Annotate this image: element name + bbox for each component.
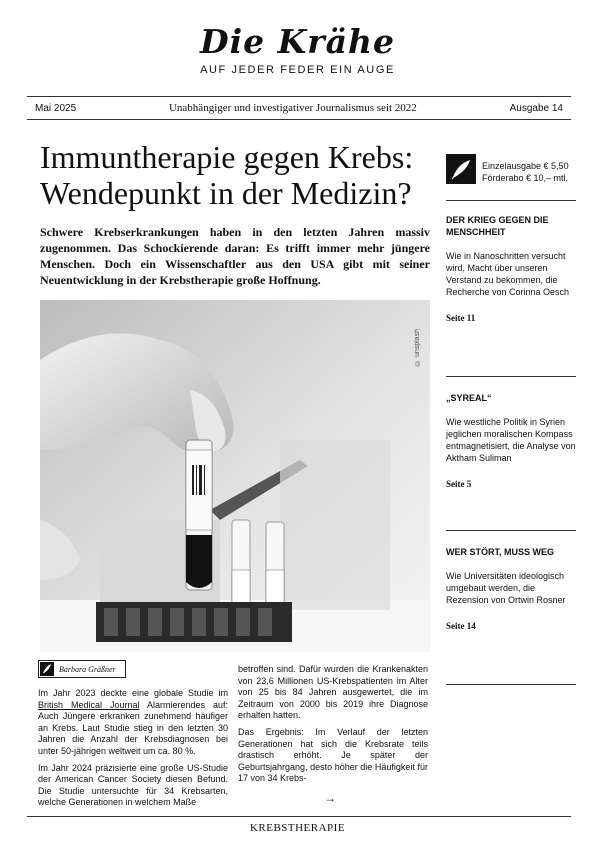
issue-date: Mai 2025 — [35, 102, 77, 114]
price-single: Einzelausgabe € 5,50 — [482, 161, 569, 171]
bmj-link[interactable]: British Medical Journal — [38, 699, 140, 710]
teaser[interactable] — [446, 392, 576, 490]
paragraph: betroffen sind. Dafür wurden die Krankenakten von 23,6 Millionen US-Krebspatienten im Alter von 25 bis 84 Jahren ausgewertet, die im Zeitraum von 2000 bis 2019 ihre Diagnose erhalten hatten. — [238, 664, 428, 721]
section-footer: KREBSTHERAPIE — [249, 822, 346, 834]
price-box — [446, 154, 576, 184]
divider — [446, 684, 576, 685]
teaser-body: Wie westliche Politik in Syrien jeglichen moralischen Kompass entmagnetisiert, die Analyse von Aktham Suliman — [446, 417, 576, 463]
article-title — [40, 139, 430, 211]
footer-divider — [27, 816, 571, 817]
logo[interactable] — [0, 22, 595, 62]
article-column-1 — [38, 688, 228, 814]
author-badge — [38, 660, 126, 678]
divider — [446, 200, 576, 201]
article-photo — [40, 300, 430, 652]
continue-arrow-icon[interactable]: → — [324, 791, 336, 805]
paragraph — [38, 688, 228, 758]
teaser-title: „SYREAL“ — [446, 393, 492, 403]
title-line-1: Immuntherapie gegen Krebs: — [40, 139, 414, 175]
masthead — [0, 22, 595, 76]
author-name: Barbara Gräßner — [59, 664, 116, 674]
feather-icon — [446, 154, 476, 184]
teaser-body: Wie Universitäten ideologisch umgebaut werden, die Rezension von Ortwin Rosner — [446, 571, 566, 605]
teaser-body: Wie in Nanoschritten versucht wird, Macht über unseren Verstand zu bekommen, die Recherche von Corinna Oesch — [446, 251, 570, 297]
price-text — [482, 154, 569, 184]
info-bar — [27, 96, 571, 120]
quill-icon — [40, 662, 54, 676]
issue-number: Ausgabe 14 — [509, 102, 563, 114]
slogan: Unabhängiger und investigativer Journalismus seit 2022 — [168, 102, 417, 114]
teaser[interactable] — [446, 214, 576, 324]
article-column-2 — [238, 664, 428, 790]
text: Alarmierendes auf: Auch Jüngere erkranken zunehmend häufiger an Krebs. Laut Studie stieg in den letzten 30 Jahren die Anzahl der Krebsdiagnosen bei unter 50-jährigen weltweit um ca. 80 %. — [38, 699, 228, 756]
teaser[interactable] — [446, 546, 576, 632]
price-subscription: Förderabo € 10,– mtl. — [482, 173, 569, 183]
logo-text: Die Krähe — [199, 22, 396, 61]
teaser-page: Seite 14 — [446, 621, 476, 631]
paragraph: Das Ergebnis: Im Verlauf der letzten Generationen hat sich die Krebsrate teils drastisch erhöht. Je später der Geburtsjahrgang, desto höher die Häufigkeit für 17 von 34 Krebs- — [238, 726, 428, 784]
divider — [446, 530, 576, 531]
teaser-page: Seite 5 — [446, 479, 472, 489]
divider — [446, 376, 576, 377]
teaser-title: WER STÖRT, MUSS WEG — [446, 547, 554, 557]
paragraph: Im Jahr 2024 präzisierte eine große US-Studie der American Cancer Society diesen Befund. Die Studie untersuchte für 34 Krebsarten, welche Generationen in welchem Maße — [38, 762, 228, 808]
teaser-title: DER KRIEG GEGEN DIE MENSCHHEIT — [446, 215, 549, 237]
photo-credit: © unsplash — [414, 329, 421, 366]
title-line-2: Wendepunkt in der Medizin? — [40, 175, 412, 211]
article-lead: Schwere Krebserkrankungen haben in den letzten Jahren massiv zugenommen. Das Schockierende daran: Es trifft immer mehr jüngere Menschen. Doch ein Wissenschaftler aus den USA gibt mit seiner Neuentwicklung in der Krebstherapie große Hoffnung. — [40, 225, 430, 287]
tagline: AUF JEDER FEDER EIN AUGE — [200, 64, 395, 76]
text: Im Jahr 2023 deckte eine globale Studie im — [38, 688, 228, 698]
teaser-page: Seite 11 — [446, 313, 476, 323]
